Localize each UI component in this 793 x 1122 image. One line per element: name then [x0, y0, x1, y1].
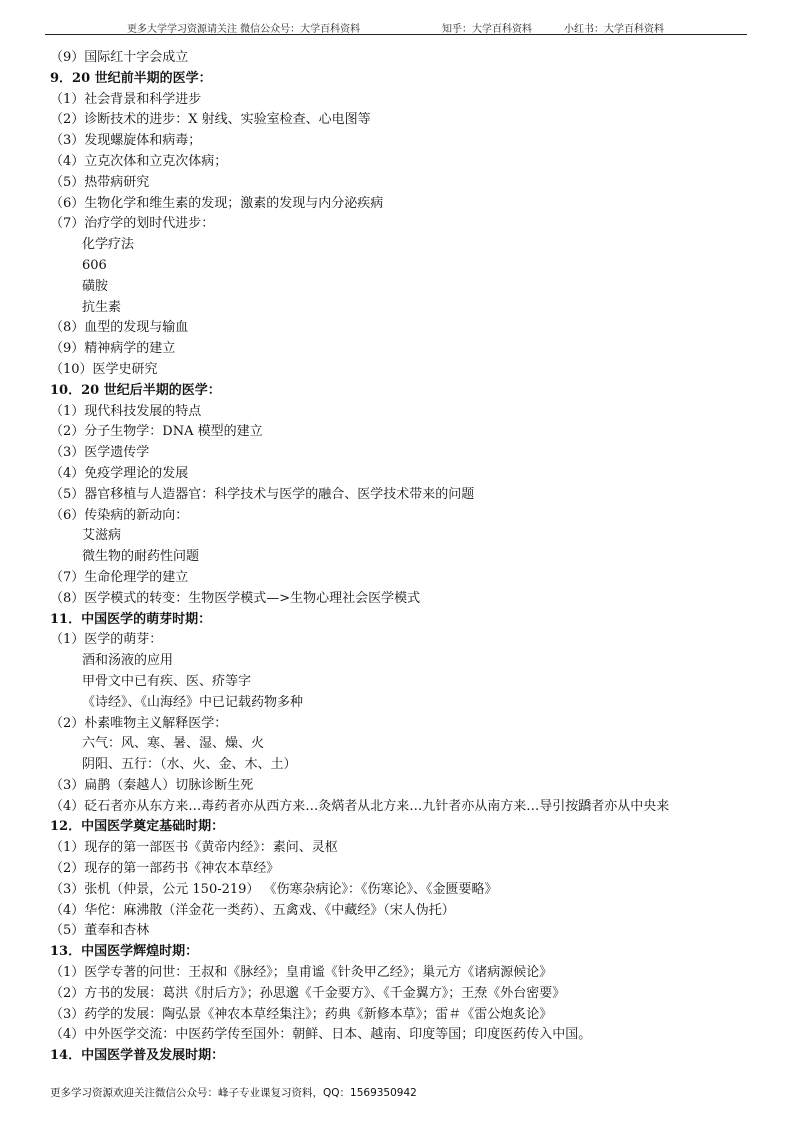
list-item: （3）张机（仲景，公元 150-219） 《伤寒杂病论》：《伤寒论》、《金匮要略》 — [50, 881, 498, 897]
list-item: （4）砭石者亦从东方来…毒药者亦从西方来…灸焫者从北方来…九针者亦从南方来…导引按蹻者亦从中央来 — [50, 798, 670, 814]
sub-item: 磺胺 — [82, 278, 109, 294]
sub-item: 《诗经》、《山海经》中已记载药物多种 — [82, 694, 304, 710]
sub-item: 阴阳、五行：（水、火、金、木、土） — [82, 757, 297, 773]
sub-item: 化学疗法 — [82, 237, 135, 253]
list-item: （3）扁鹊（秦越人）切脉诊断生死 — [50, 777, 254, 793]
list-item: （7）治疗学的划时代进步： — [50, 216, 215, 232]
list-item: （9）国际红十字会成立 — [50, 50, 189, 65]
list-item: （4）华佗：麻沸散（洋金花一类药）、五禽戏、《中藏经》（宋人伪托） — [50, 902, 455, 918]
list-item: （3）药学的发展：陶弘景《神农本草经集注》；药典《新修本草》；雷＃《雷公炮炙论》 — [50, 1006, 553, 1022]
document-body — [50, 48, 763, 1067]
list-item: （9）精神病学的建立 — [50, 341, 176, 357]
list-item: （4）免疫学理论的发展 — [50, 465, 189, 481]
sub-item: 606 — [82, 257, 107, 273]
header-wechat-text: 更多大学学习资源请关注 微信公众号：大学百科资料 — [127, 24, 361, 35]
list-item: （1）现存的第一部医书《黄帝内经》：素问、灵枢 — [50, 840, 338, 856]
list-item: （6）传染病的新动向： — [50, 507, 189, 523]
list-item: （3）发现螺旋体和病毒； — [50, 133, 202, 149]
list-item: （1）医学的萌芽： — [50, 632, 163, 648]
page-header — [45, 17, 747, 35]
list-item: （5）董奉和杏林 — [50, 923, 150, 939]
list-item: （5）器官移植与人造器官：科学技术与医学的融合、医学技术带来的问题 — [50, 486, 475, 502]
section-heading: 13．中国医学辉煌时期： — [50, 944, 199, 960]
header-zhihu-text: 知乎：大学百科资料 — [442, 24, 532, 35]
sub-item: 抗生素 — [82, 299, 122, 315]
list-item: （4）中外医学交流：中医药学传至国外：朝鲜、日本、越南、印度等国；印度医药传入中国。 — [50, 1027, 592, 1043]
list-item: （3）医学遗传学 — [50, 445, 150, 461]
list-item: （1）现代科技发展的特点 — [50, 403, 202, 419]
list-item: （2）现存的第一部药书《神农本草经》 — [50, 861, 280, 877]
sub-item: 甲骨文中已有疾、医、疥等字 — [82, 673, 252, 689]
section-heading: 10．20 世纪后半期的医学： — [50, 382, 221, 398]
header-xiaohongshu-text: 小红书：大学百科资料 — [564, 24, 664, 35]
list-item: （10）医学史研究 — [50, 361, 158, 377]
sub-item: 艾滋病 — [82, 528, 122, 544]
sub-item: 酒和汤液的应用 — [82, 653, 174, 669]
list-item: （1）社会背景和科学进步 — [50, 91, 202, 107]
section-heading: 9．20 世纪前半期的医学： — [50, 70, 212, 86]
list-item: （7）生命伦理学的建立 — [50, 569, 189, 585]
page-footer: 更多学习资源欢迎关注微信公众号：峰子专业课复习资料，QQ：1569350942 — [50, 1087, 417, 1099]
sub-item: 六气：风、寒、暑、湿、燥、火 — [82, 736, 265, 752]
list-item: （2）方书的发展：葛洪《肘后方》；孙思邈《千金要方》、《千金翼方》；王焘《外台密要》 — [50, 985, 566, 1001]
section-heading: 12．中国医学奠定基础时期： — [50, 819, 225, 835]
list-item: （2）诊断技术的进步：X 射线、实验室检查、心电图等 — [50, 112, 371, 128]
list-item: （2）朴素唯物主义解释医学： — [50, 715, 228, 731]
list-item: （1）医学专著的问世：王叔和《脉经》；皇甫谧《针灸甲乙经》；巢元方《诸病源候论》 — [50, 965, 553, 981]
sub-item: 微生物的耐药性问题 — [82, 549, 200, 565]
section-heading: 11．中国医学的萌芽时期： — [50, 611, 212, 627]
list-item: （4）立克次体和立克次体病； — [50, 153, 228, 169]
list-item: （2）分子生物学：DNA 模型的建立 — [50, 424, 263, 440]
list-item: （6）生物化学和维生素的发现；激素的发现与内分泌疾病 — [50, 195, 384, 211]
list-item: （8）医学模式的转变：生物医学模式—>生物心理社会医学模式 — [50, 590, 421, 606]
list-item: （8）血型的发现与输血 — [50, 320, 189, 336]
list-item: （5）热带病研究 — [50, 174, 150, 190]
section-heading: 14．中国医学普及发展时期： — [50, 1048, 225, 1064]
